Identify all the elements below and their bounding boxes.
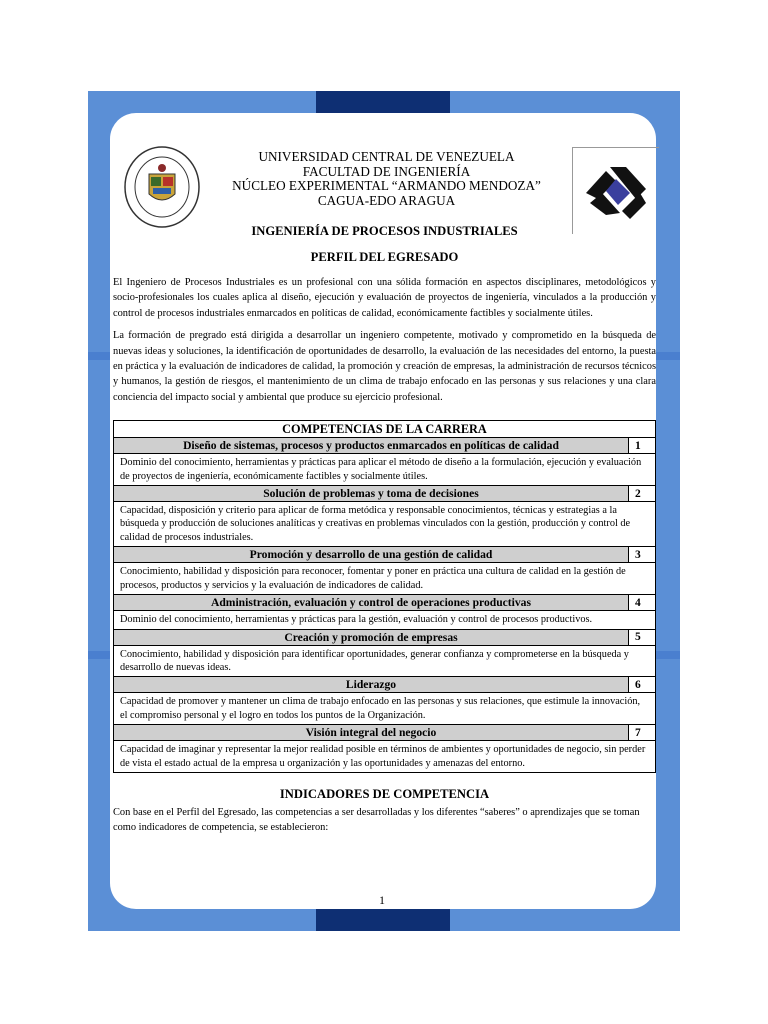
document-content (113, 120, 656, 836)
competency-description: Dominio del conocimiento, herramientas y prácticas para aplicar el método de diseño a la formulación, ejecución y evaluación de proyectos de ingeniería, económicamente factibles y socialmente útiles. (114, 454, 656, 486)
institution-line: UNIVERSIDAD CENTRAL DE VENEZUELA (258, 149, 515, 164)
document-header (113, 120, 656, 238)
competency-description: Conocimiento, habilidad y disposición para reconocer, fomentar y poner en práctica una cultura de calidad en la gestión de procesos, productos y servicios y la evaluación de indicadores de calidad. (114, 563, 656, 595)
competency-title: Diseño de sistemas, procesos y productos enmarcados en políticas de calidad (114, 438, 629, 454)
competency-number: 3 (629, 547, 656, 563)
institution-block (213, 150, 560, 208)
institution-line: CAGUA-EDO ARAGUA (317, 192, 456, 208)
competency-title: Creación y promoción de empresas (114, 629, 629, 645)
competency-title: Liderazgo (114, 677, 629, 693)
institution-line: NÚCLEO EXPERIMENTAL “ARMANDO MENDOZA” (232, 178, 541, 194)
competency-number: 5 (629, 629, 656, 645)
institution-line: FACULTAD DE INGENIERÍA (302, 163, 471, 179)
competencies-title: COMPETENCIAS DE LA CARRERA (114, 421, 656, 438)
university-seal-icon (123, 144, 201, 230)
competency-description: Dominio del conocimiento, herramientas y prácticas para la gestión, evaluación y control de procesos productivos. (114, 611, 656, 629)
competency-description: Conocimiento, habilidad y disposición para identificar oportunidades, generar confianza y comprometerse en la búsqueda y desarrollo de nuevas ideas. (114, 645, 656, 677)
competency-number: 4 (629, 595, 656, 611)
frame-bar-top (316, 91, 450, 113)
competency-title: Promoción y desarrollo de una gestión de calidad (114, 547, 629, 563)
career-title: INGENIERÍA DE PROCESOS INDUSTRIALES (251, 224, 518, 238)
indicators-text: Con base en el Perfil del Egresado, las competencias a ser desarrolladas y los diferentes “saberes” o aprendizajes que se toman como indicadores de competencia, se establecieron: (113, 806, 640, 834)
profile-title: PERFIL DEL EGRESADO (310, 250, 459, 264)
profile-paragraph: La formación de pregrado está dirigida a desarrollar un ingeniero competente, motivado y comprometido en la búsqueda de nuevas ideas y soluciones, la identificación de oportunidades de desarrollo, la evaluación de las necesidades del entorno, la puesta en práctica y la evaluación de indicadores de calidad, la promoción y creación de empresas, la administración de recursos técnicos y humanos, la gestión de riesgos, el mantenimiento de un clima de trabajo enfocado en las personas y sus relaciones y una clara conciencia del impacto social y ambiental que produce su ejercicio profesional. (113, 330, 656, 403)
indicators-title: INDICADORES DE COMPETENCIA (279, 786, 490, 801)
competency-description: Capacidad, disposición y criterio para aplicar de forma metódica y responsable conocimientos, técnicas y estrategias a la búsqueda y producción de soluciones analíticas y creativas en problemas vinculados con la gestión, producción y control de calidad de procesos industriales. (114, 502, 656, 547)
page-number: 1 (379, 893, 385, 907)
competency-title: Visión integral del negocio (114, 725, 629, 741)
competency-number: 7 (629, 725, 656, 741)
competency-title: Solución de problemas y toma de decisiones (114, 486, 629, 502)
competency-description: Capacidad de imaginar y representar la mejor realidad posible en términos de ambientes y oportunidades de negocio, sin perder de vista el estado actual de la empresa u organización y las oportunidades y amenazas del entorno. (114, 741, 656, 773)
competency-number: 1 (629, 438, 656, 454)
competency-title: Administración, evaluación y control de operaciones productivas (114, 595, 629, 611)
competencies-table (113, 420, 656, 773)
competency-number: 6 (629, 677, 656, 693)
frame-bar-bottom (316, 909, 450, 931)
faculty-logo-icon (572, 147, 659, 234)
competency-number: 2 (629, 486, 656, 502)
profile-paragraph: El Ingeniero de Procesos Industriales es un profesional con una sólida formación en aspectos disciplinares, metodológicos y socio-profesionales los cuales aplica al diseño, ejecución y evaluación de proyectos de ingeniería, vinculados a la producción y control de procesos industriales enmarcados en políticas de calidad, económicamente factibles y socialmente útiles. (113, 277, 656, 319)
competency-description: Capacidad de promover y mantener un clima de trabajo enfocado en las personas y sus relaciones, que estimule la innovación, el compromiso personal y el logro en todos los puntos de la Organización. (114, 693, 656, 725)
